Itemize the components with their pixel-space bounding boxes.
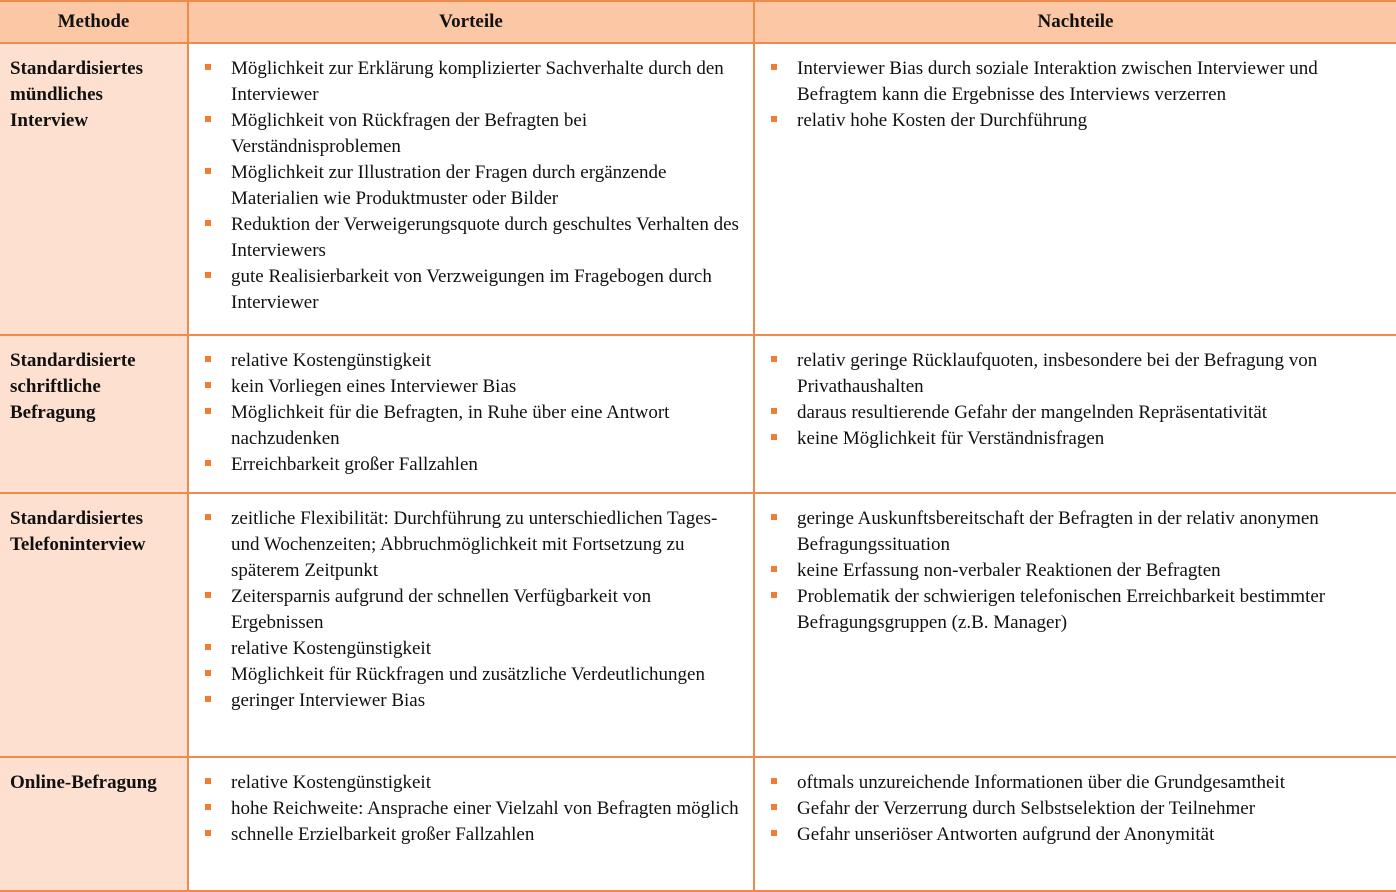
list-item: gute Realisierbarkeit von Verzweigungen im Fragebogen durch Interviewer xyxy=(203,264,745,316)
list-item: Möglichkeit zur Illustration der Fragen durch ergänzende Materialien wie Produktmuster oder Bilder xyxy=(203,160,745,212)
list-item: Erreichbarkeit großer Fallzahlen xyxy=(203,452,745,478)
nachteile-list xyxy=(755,494,1396,644)
nachteile-list xyxy=(755,44,1396,142)
nachteile-cell xyxy=(754,335,1396,493)
nachteile-list xyxy=(755,336,1396,460)
list-item: oftmals unzureichende Informationen über die Grundgesamtheit xyxy=(769,770,1388,796)
list-item: Problematik der schwierigen telefonischen Erreichbarkeit bestimmter Befragungsgruppen (z.B. Manager) xyxy=(769,584,1388,636)
vorteile-cell xyxy=(188,493,754,757)
method-cell: Standardisiertes mündliches Interview xyxy=(0,43,188,335)
list-item: relativ geringe Rücklaufquoten, insbesondere bei der Befragung von Privathaushalten xyxy=(769,348,1388,400)
method-cell: Online-Befragung xyxy=(0,757,188,891)
header-vorteile: Vorteile xyxy=(188,1,754,43)
list-item: keine Erfassung non-verbaler Reaktionen der Befragten xyxy=(769,558,1388,584)
list-item: Gefahr unseriöser Antworten aufgrund der Anonymität xyxy=(769,822,1388,848)
list-item: daraus resultierende Gefahr der mangelnden Repräsentativität xyxy=(769,400,1388,426)
list-item: geringe Auskunftsbereitschaft der Befragten in der relativ anonymen Befragungssituation xyxy=(769,506,1388,558)
header-methode: Methode xyxy=(0,1,188,43)
vorteile-list xyxy=(189,494,753,722)
list-item: kein Vorliegen eines Interviewer Bias xyxy=(203,374,745,400)
table-row xyxy=(0,757,1396,891)
list-item: Möglichkeit für Rückfragen und zusätzliche Verdeutlichungen xyxy=(203,662,745,688)
list-item: relative Kostengünstigkeit xyxy=(203,636,745,662)
list-item: Möglichkeit für die Befragten, in Ruhe über eine Antwort nachzudenken xyxy=(203,400,745,452)
table-row xyxy=(0,43,1396,335)
list-item: Interviewer Bias durch soziale Interaktion zwischen Interviewer und Befragtem kann die Ergebnisse des Interviews verzerren xyxy=(769,56,1388,108)
nachteile-cell xyxy=(754,493,1396,757)
list-item: Möglichkeit zur Erklärung komplizierter Sachverhalte durch den Interviewer xyxy=(203,56,745,108)
table-row xyxy=(0,493,1396,757)
list-item: schnelle Erzielbarkeit großer Fallzahlen xyxy=(203,822,745,848)
list-item: relative Kostengünstigkeit xyxy=(203,348,745,374)
list-item: relative Kostengünstigkeit xyxy=(203,770,745,796)
list-item: Reduktion der Verweigerungsquote durch geschultes Verhalten des Interviewers xyxy=(203,212,745,264)
vorteile-list xyxy=(189,44,753,324)
list-item: relativ hohe Kosten der Durchführung xyxy=(769,108,1388,134)
list-item: hohe Reichweite: Ansprache einer Vielzahl von Befragten möglich xyxy=(203,796,745,822)
list-item: keine Möglichkeit für Verständnisfragen xyxy=(769,426,1388,452)
vorteile-cell xyxy=(188,757,754,891)
list-item: Gefahr der Verzerrung durch Selbstselektion der Teilnehmer xyxy=(769,796,1388,822)
vorteile-cell xyxy=(188,335,754,493)
list-item: Möglichkeit von Rückfragen der Befragten bei Verständnisproblemen xyxy=(203,108,745,160)
list-item: geringer Interviewer Bias xyxy=(203,688,745,714)
method-cell: Standardisierte schriftliche Befragung xyxy=(0,335,188,493)
vorteile-list xyxy=(189,336,753,486)
header-row xyxy=(0,1,1396,43)
nachteile-cell xyxy=(754,43,1396,335)
header-nachteile: Nachteile xyxy=(754,1,1396,43)
nachteile-list xyxy=(755,758,1396,856)
list-item: zeitliche Flexibilität: Durchführung zu unterschiedlichen Tages- und Wochenzeiten; Abbruchmöglichkeit mit Fortsetzung zu späterem Zeitpunkt xyxy=(203,506,745,584)
vorteile-list xyxy=(189,758,753,856)
list-item: Zeitersparnis aufgrund der schnellen Verfügbarkeit von Ergebnissen xyxy=(203,584,745,636)
table-row xyxy=(0,335,1396,493)
method-cell: Standardisiertes Telefoninterview xyxy=(0,493,188,757)
nachteile-cell xyxy=(754,757,1396,891)
vorteile-cell xyxy=(188,43,754,335)
